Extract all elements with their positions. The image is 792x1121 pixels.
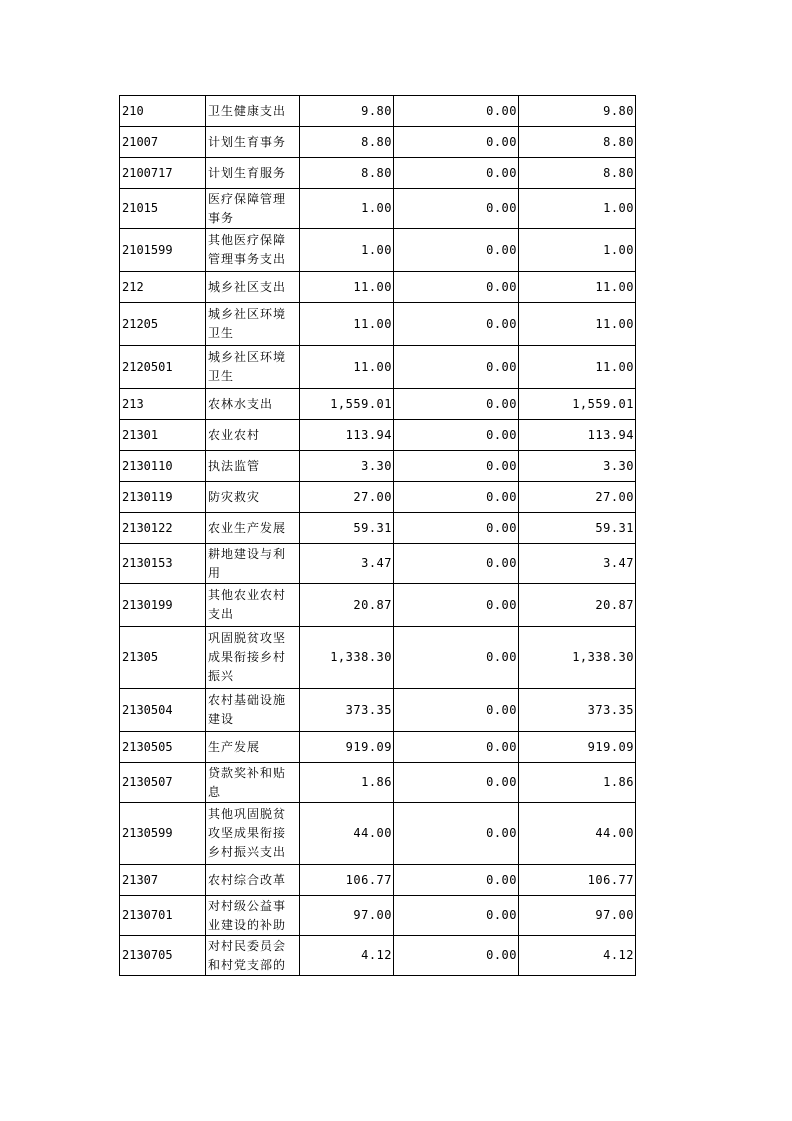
- basic-expenditure-cell: 0.00: [394, 272, 519, 303]
- subject-code-cell: 210: [120, 96, 206, 127]
- table-row: [120, 127, 636, 158]
- subject-code-cell: 2130599: [120, 803, 206, 865]
- project-expenditure-cell: 11.00: [519, 303, 636, 346]
- basic-expenditure-cell: 0.00: [394, 303, 519, 346]
- subject-code-cell: 2130199: [120, 584, 206, 627]
- table-row: [120, 936, 636, 976]
- subject-name-cell: 计划生育服务: [206, 158, 300, 189]
- table-row: [120, 482, 636, 513]
- total-amount-cell: 113.94: [300, 420, 394, 451]
- subject-code-cell: 213: [120, 389, 206, 420]
- project-expenditure-cell: 3.47: [519, 544, 636, 584]
- project-expenditure-cell: 27.00: [519, 482, 636, 513]
- total-amount-cell: 1.86: [300, 763, 394, 803]
- subject-code-cell: 2130122: [120, 513, 206, 544]
- total-amount-cell: 8.80: [300, 158, 394, 189]
- subject-name-cell: 农业生产发展: [206, 513, 300, 544]
- subject-name-cell: 卫生健康支出: [206, 96, 300, 127]
- total-amount-cell: 11.00: [300, 272, 394, 303]
- table-row: [120, 346, 636, 389]
- total-amount-cell: 373.35: [300, 689, 394, 732]
- table-row: [120, 689, 636, 732]
- basic-expenditure-cell: 0.00: [394, 127, 519, 158]
- basic-expenditure-cell: 0.00: [394, 865, 519, 896]
- table-body: [120, 96, 636, 976]
- subject-name-cell: 对村级公益事业建设的补助: [206, 896, 300, 936]
- table-row: [120, 451, 636, 482]
- subject-code-cell: 2130119: [120, 482, 206, 513]
- table-row: [120, 803, 636, 865]
- total-amount-cell: 1.00: [300, 229, 394, 272]
- subject-name-cell: 生产发展: [206, 732, 300, 763]
- basic-expenditure-cell: 0.00: [394, 96, 519, 127]
- subject-name-cell: 农业农村: [206, 420, 300, 451]
- basic-expenditure-cell: 0.00: [394, 627, 519, 689]
- basic-expenditure-cell: 0.00: [394, 158, 519, 189]
- basic-expenditure-cell: 0.00: [394, 346, 519, 389]
- subject-code-cell: 21007: [120, 127, 206, 158]
- budget-expenditure-table: [119, 95, 636, 976]
- table-row: [120, 303, 636, 346]
- total-amount-cell: 59.31: [300, 513, 394, 544]
- basic-expenditure-cell: 0.00: [394, 763, 519, 803]
- table-row: [120, 158, 636, 189]
- subject-code-cell: 2130110: [120, 451, 206, 482]
- project-expenditure-cell: 11.00: [519, 272, 636, 303]
- table-row: [120, 584, 636, 627]
- total-amount-cell: 1,338.30: [300, 627, 394, 689]
- project-expenditure-cell: 373.35: [519, 689, 636, 732]
- project-expenditure-cell: 20.87: [519, 584, 636, 627]
- subject-code-cell: 2120501: [120, 346, 206, 389]
- project-expenditure-cell: 8.80: [519, 127, 636, 158]
- subject-name-cell: 执法监管: [206, 451, 300, 482]
- subject-name-cell: 其他医疗保障管理事务支出: [206, 229, 300, 272]
- total-amount-cell: 4.12: [300, 936, 394, 976]
- subject-name-cell: 贷款奖补和贴息: [206, 763, 300, 803]
- subject-code-cell: 21301: [120, 420, 206, 451]
- subject-code-cell: 2130504: [120, 689, 206, 732]
- project-expenditure-cell: 59.31: [519, 513, 636, 544]
- subject-code-cell: 2100717: [120, 158, 206, 189]
- total-amount-cell: 8.80: [300, 127, 394, 158]
- basic-expenditure-cell: 0.00: [394, 451, 519, 482]
- total-amount-cell: 11.00: [300, 303, 394, 346]
- table-row: [120, 389, 636, 420]
- project-expenditure-cell: 1,559.01: [519, 389, 636, 420]
- basic-expenditure-cell: 0.00: [394, 803, 519, 865]
- project-expenditure-cell: 11.00: [519, 346, 636, 389]
- basic-expenditure-cell: 0.00: [394, 584, 519, 627]
- subject-code-cell: 21305: [120, 627, 206, 689]
- subject-name-cell: 其他农业农村支出: [206, 584, 300, 627]
- basic-expenditure-cell: 0.00: [394, 389, 519, 420]
- subject-name-cell: 防灾救灾: [206, 482, 300, 513]
- basic-expenditure-cell: 0.00: [394, 229, 519, 272]
- total-amount-cell: 919.09: [300, 732, 394, 763]
- total-amount-cell: 3.30: [300, 451, 394, 482]
- subject-name-cell: 农村基础设施建设: [206, 689, 300, 732]
- project-expenditure-cell: 1.86: [519, 763, 636, 803]
- total-amount-cell: 106.77: [300, 865, 394, 896]
- subject-code-cell: 2130701: [120, 896, 206, 936]
- project-expenditure-cell: 97.00: [519, 896, 636, 936]
- subject-name-cell: 城乡社区支出: [206, 272, 300, 303]
- subject-code-cell: 2130505: [120, 732, 206, 763]
- basic-expenditure-cell: 0.00: [394, 513, 519, 544]
- basic-expenditure-cell: 0.00: [394, 189, 519, 229]
- project-expenditure-cell: 3.30: [519, 451, 636, 482]
- table-row: [120, 229, 636, 272]
- project-expenditure-cell: 113.94: [519, 420, 636, 451]
- subject-code-cell: 212: [120, 272, 206, 303]
- total-amount-cell: 1.00: [300, 189, 394, 229]
- table-row: [120, 189, 636, 229]
- total-amount-cell: 20.87: [300, 584, 394, 627]
- total-amount-cell: 3.47: [300, 544, 394, 584]
- project-expenditure-cell: 4.12: [519, 936, 636, 976]
- subject-code-cell: 21205: [120, 303, 206, 346]
- subject-code-cell: 2130153: [120, 544, 206, 584]
- project-expenditure-cell: 44.00: [519, 803, 636, 865]
- table-row: [120, 896, 636, 936]
- subject-name-cell: 计划生育事务: [206, 127, 300, 158]
- total-amount-cell: 9.80: [300, 96, 394, 127]
- subject-name-cell: 城乡社区环境卫生: [206, 346, 300, 389]
- basic-expenditure-cell: 0.00: [394, 732, 519, 763]
- total-amount-cell: 97.00: [300, 896, 394, 936]
- subject-code-cell: 2101599: [120, 229, 206, 272]
- subject-name-cell: 对村民委员会和村党支部的: [206, 936, 300, 976]
- table-row: [120, 732, 636, 763]
- subject-code-cell: 2130705: [120, 936, 206, 976]
- total-amount-cell: 44.00: [300, 803, 394, 865]
- subject-name-cell: 其他巩固脱贫攻坚成果衔接乡村振兴支出: [206, 803, 300, 865]
- basic-expenditure-cell: 0.00: [394, 544, 519, 584]
- table-row: [120, 420, 636, 451]
- subject-code-cell: 21307: [120, 865, 206, 896]
- subject-code-cell: 21015: [120, 189, 206, 229]
- subject-name-cell: 医疗保障管理事务: [206, 189, 300, 229]
- total-amount-cell: 27.00: [300, 482, 394, 513]
- table-row: [120, 544, 636, 584]
- subject-name-cell: 农村综合改革: [206, 865, 300, 896]
- basic-expenditure-cell: 0.00: [394, 936, 519, 976]
- basic-expenditure-cell: 0.00: [394, 689, 519, 732]
- basic-expenditure-cell: 0.00: [394, 896, 519, 936]
- table-row: [120, 96, 636, 127]
- total-amount-cell: 11.00: [300, 346, 394, 389]
- basic-expenditure-cell: 0.00: [394, 482, 519, 513]
- project-expenditure-cell: 1.00: [519, 229, 636, 272]
- total-amount-cell: 1,559.01: [300, 389, 394, 420]
- subject-code-cell: 2130507: [120, 763, 206, 803]
- table-row: [120, 763, 636, 803]
- table-row: [120, 272, 636, 303]
- subject-name-cell: 耕地建设与利用: [206, 544, 300, 584]
- subject-name-cell: 城乡社区环境卫生: [206, 303, 300, 346]
- basic-expenditure-cell: 0.00: [394, 420, 519, 451]
- subject-name-cell: 巩固脱贫攻坚成果衔接乡村振兴: [206, 627, 300, 689]
- table-row: [120, 627, 636, 689]
- project-expenditure-cell: 8.80: [519, 158, 636, 189]
- project-expenditure-cell: 1,338.30: [519, 627, 636, 689]
- subject-name-cell: 农林水支出: [206, 389, 300, 420]
- project-expenditure-cell: 919.09: [519, 732, 636, 763]
- project-expenditure-cell: 106.77: [519, 865, 636, 896]
- table-row: [120, 865, 636, 896]
- project-expenditure-cell: 9.80: [519, 96, 636, 127]
- project-expenditure-cell: 1.00: [519, 189, 636, 229]
- table-row: [120, 513, 636, 544]
